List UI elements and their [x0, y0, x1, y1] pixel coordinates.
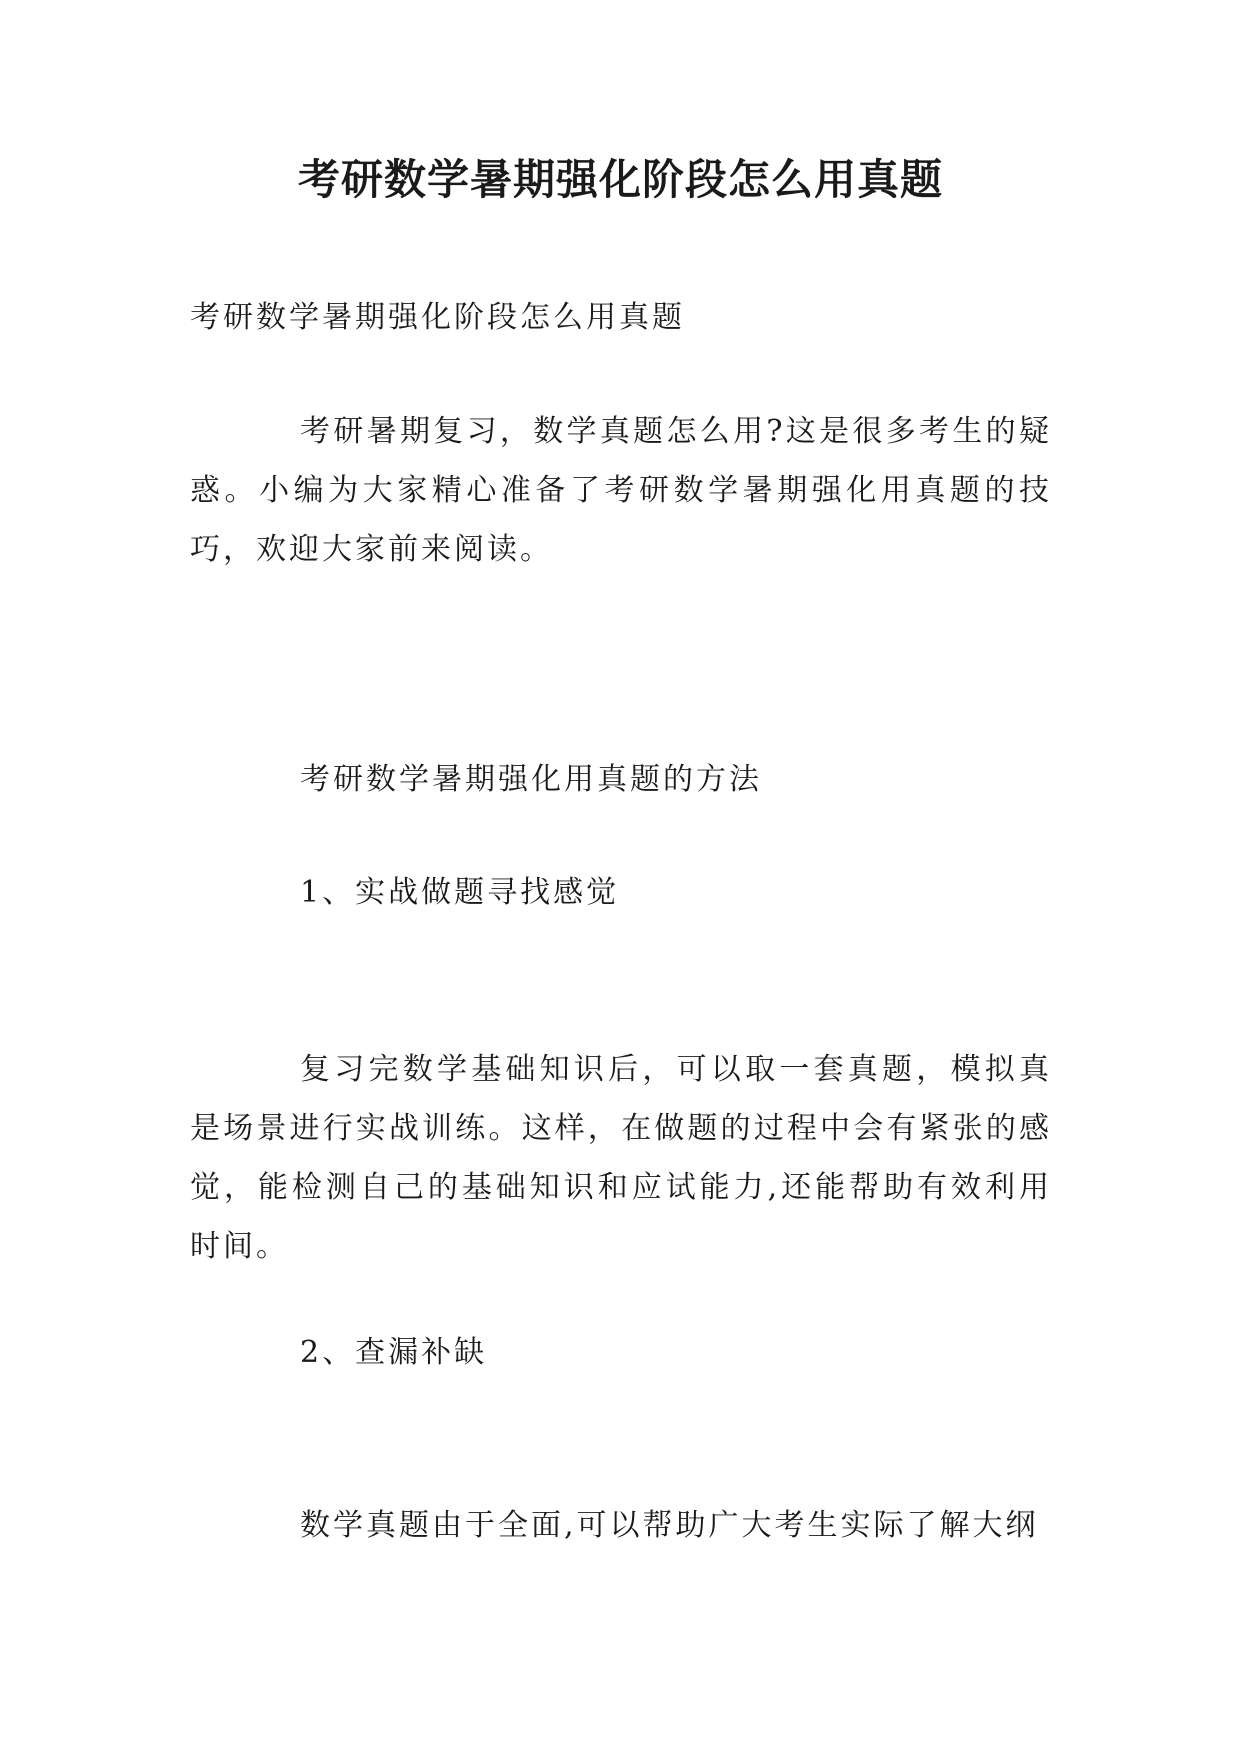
item-1-heading: 1、实战做题寻找感觉: [300, 875, 620, 910]
item-2-body: 数学真题由于全面,可以帮助广大考生实际了解大纲: [300, 1508, 1039, 1543]
item-2-heading: 2、查漏补缺: [300, 1335, 488, 1370]
document-title: 考研数学暑期强化阶段怎么用真题: [297, 155, 943, 204]
document-subtitle: 考研数学暑期强化阶段怎么用真题: [190, 300, 685, 335]
intro-paragraph: 考研暑期复习，数学真题怎么用?这是很多考生的疑惑。小编为大家精心准备了考研数学暑期强化用真题的技巧，欢迎大家前来阅读。: [190, 414, 1052, 567]
section-heading: 考研数学暑期强化用真题的方法: [300, 762, 762, 797]
item-1-body: 复习完数学基础知识后，可以取一套真题，模拟真是场景进行实战训练。这样，在做题的过程中会有紧张的感觉，能检测自己的基础知识和应试能力,还能帮助有效利用时间。: [190, 1052, 1052, 1264]
